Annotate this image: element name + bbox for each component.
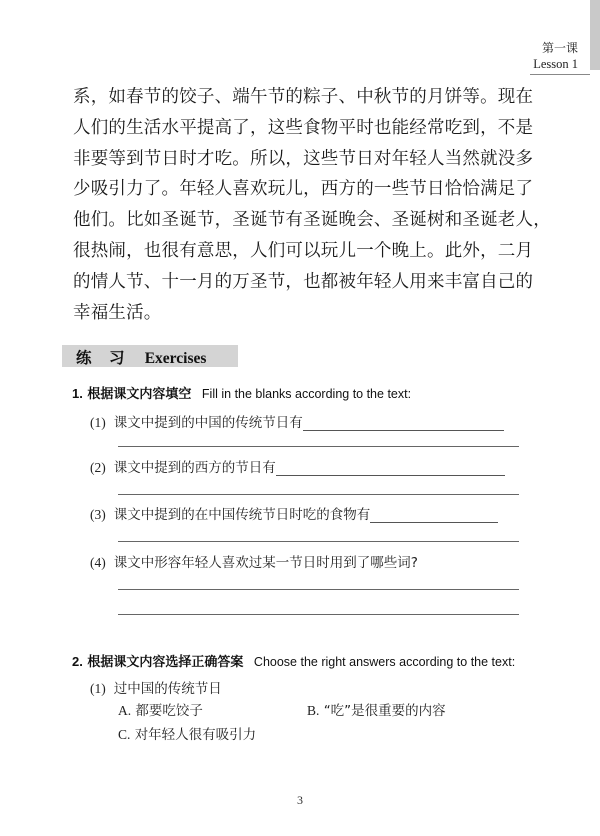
fill-item-4 [90,551,418,571]
fill-item-3 [90,503,498,523]
item-text: 课文中提到的在中国传统节日时吃的食物有 [113,507,371,523]
option-text: “吃”是很重要的内容 [323,703,446,719]
header-rule [530,74,590,75]
choice-item-1 [90,677,222,697]
passage-line: 人们的生活水平提高了，这些食物平时也能经常吃到，不是 [73,117,534,138]
exercises-title [76,346,206,368]
option-text: 对年轻人很有吸引力 [134,727,257,743]
fill-item-1 [90,411,504,431]
item-number: (1) [90,415,106,430]
passage-line: 他们。比如圣诞节，圣诞节有圣诞晚会、圣诞树和圣诞老人， [73,210,551,231]
option-letter: B. [307,703,320,718]
lesson-label-cn: 第一课 [541,41,578,55]
passage-line: 非要等到节日时才吃。所以，这些节日对年轻人当然就没多 [73,148,534,169]
fill-item-2 [90,456,505,476]
option-text: 都要吃饺子 [135,703,203,719]
passage-line: 很热闹，也很有意思，人们可以玩儿一个晚上。此外，二月 [73,240,534,261]
passage-line: 少吸引力了。年轻人喜欢玩儿，西方的一些节日恰恰满足了 [73,179,534,200]
item-number: (4) [90,555,106,570]
answer-blank[interactable] [276,461,505,476]
lesson-label [533,40,578,72]
item-text: 过中国的传统节日 [113,681,222,697]
answer-blank[interactable] [303,416,504,431]
exercises-header [62,345,238,367]
item-text: 课文中提到的中国的传统节日有 [113,415,303,431]
option-b[interactable] [307,699,446,719]
exercises-title-en: Exercises [144,350,207,367]
answer-line[interactable] [118,541,519,542]
option-letter: A. [118,703,132,718]
answer-line[interactable] [118,589,519,590]
question-title-en: Choose the right answers according to the text: [253,655,516,669]
question-title-cn: 根据课文内容选择正确答案 [87,655,244,670]
question-1-title [72,383,411,402]
passage-line: 的情人节、十一月的万圣节，也都被年轻人用来丰富自己的 [73,271,534,292]
reading-passage [73,82,551,328]
answer-blank[interactable] [370,508,498,523]
question-number: 1. [72,386,83,401]
answer-line[interactable] [118,446,519,447]
item-number: (3) [90,507,106,522]
page-edge-tab [590,0,600,70]
option-letter: C. [118,727,131,742]
item-text: 课文中形容年轻人喜欢过某一节日时用到了哪些词? [113,555,418,571]
passage-line: 系，如春节的饺子、端午节的粽子、中秋节的月饼等。现在 [73,87,534,107]
option-c[interactable] [118,723,256,743]
option-a[interactable] [118,699,203,719]
question-number: 2. [72,654,83,669]
page-number: 3 [297,793,303,807]
item-text: 课文中提到的西方的节日有 [113,460,276,476]
question-title-en: Fill in the blanks according to the text: [201,387,412,401]
answer-line[interactable] [118,494,519,495]
item-number: (1) [90,681,106,696]
lesson-label-en: Lesson 1 [533,57,578,71]
exercises-title-cn: 练 习 [76,349,126,367]
answer-line[interactable] [118,614,519,615]
item-number: (2) [90,460,106,475]
question-title-cn: 根据课文内容填空 [87,387,192,402]
passage-line: 幸福生活。 [73,302,162,323]
question-2-title [72,651,515,670]
